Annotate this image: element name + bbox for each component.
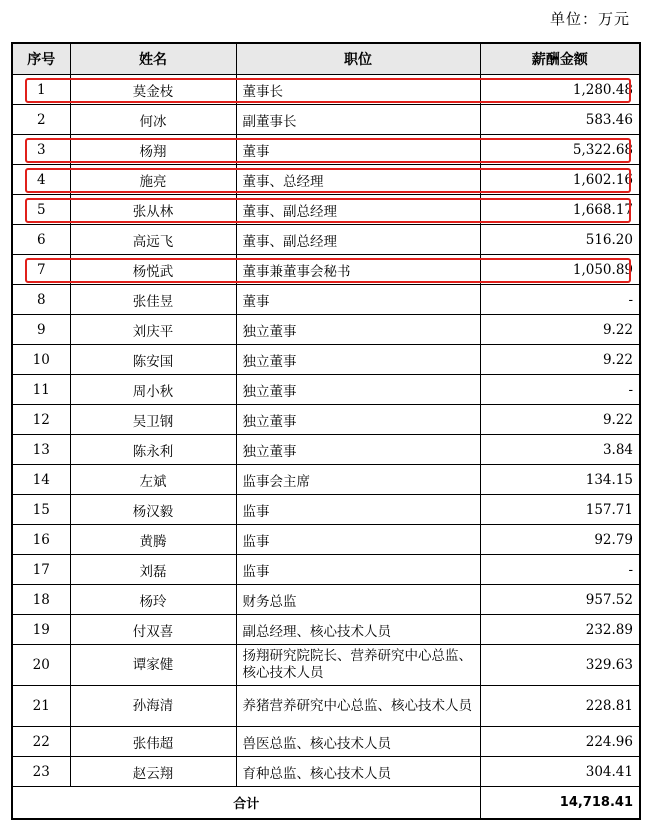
table-header-row bbox=[12, 43, 640, 75]
row-name: 左斌 bbox=[70, 465, 236, 495]
row-no: 16 bbox=[12, 525, 70, 555]
header-name: 姓名 bbox=[70, 43, 236, 75]
row-no: 21 bbox=[12, 686, 70, 727]
row-position: 董事、副总经理 bbox=[236, 195, 480, 225]
row-amount: 329.63 bbox=[480, 645, 640, 686]
row-position: 财务总监 bbox=[236, 585, 480, 615]
table-row bbox=[12, 135, 640, 165]
table-row bbox=[12, 615, 640, 645]
row-position: 养猪营养研究中心总监、核心技术人员 bbox=[236, 686, 480, 727]
row-amount: 9.22 bbox=[480, 345, 640, 375]
table-row bbox=[12, 686, 640, 727]
row-no: 15 bbox=[12, 495, 70, 525]
total-row bbox=[12, 787, 640, 820]
row-amount: 9.22 bbox=[480, 315, 640, 345]
row-no: 8 bbox=[12, 285, 70, 315]
total-amount: 14,718.41 bbox=[480, 787, 640, 820]
table-row bbox=[12, 525, 640, 555]
row-position: 董事、副总经理 bbox=[236, 225, 480, 255]
table-row bbox=[12, 495, 640, 525]
row-amount: 1,602.16 bbox=[480, 165, 640, 195]
row-no: 9 bbox=[12, 315, 70, 345]
table-row bbox=[12, 345, 640, 375]
table-row bbox=[12, 195, 640, 225]
row-name: 施亮 bbox=[70, 165, 236, 195]
table-row bbox=[12, 255, 640, 285]
table-row bbox=[12, 75, 640, 105]
row-amount: 1,280.48 bbox=[480, 75, 640, 105]
row-no: 17 bbox=[12, 555, 70, 585]
row-position: 独立董事 bbox=[236, 315, 480, 345]
row-amount: 516.20 bbox=[480, 225, 640, 255]
row-name: 付双喜 bbox=[70, 615, 236, 645]
row-position: 独立董事 bbox=[236, 435, 480, 465]
table-row bbox=[12, 585, 640, 615]
row-amount: 232.89 bbox=[480, 615, 640, 645]
table-row bbox=[12, 375, 640, 405]
table-row bbox=[12, 727, 640, 757]
row-position: 监事 bbox=[236, 555, 480, 585]
row-amount: 957.52 bbox=[480, 585, 640, 615]
row-position: 董事 bbox=[236, 285, 480, 315]
row-amount: 134.15 bbox=[480, 465, 640, 495]
row-no: 14 bbox=[12, 465, 70, 495]
table-row bbox=[12, 645, 640, 686]
row-position: 监事 bbox=[236, 525, 480, 555]
row-name: 刘磊 bbox=[70, 555, 236, 585]
row-name: 杨玲 bbox=[70, 585, 236, 615]
row-position: 董事 bbox=[236, 135, 480, 165]
row-position: 副总经理、核心技术人员 bbox=[236, 615, 480, 645]
table-row bbox=[12, 225, 640, 255]
row-position: 独立董事 bbox=[236, 375, 480, 405]
row-position: 董事、总经理 bbox=[236, 165, 480, 195]
row-position: 兽医总监、核心技术人员 bbox=[236, 727, 480, 757]
row-name: 莫金枝 bbox=[70, 75, 236, 105]
row-amount: 157.71 bbox=[480, 495, 640, 525]
row-name: 杨悦武 bbox=[70, 255, 236, 285]
row-position: 监事会主席 bbox=[236, 465, 480, 495]
row-no: 6 bbox=[12, 225, 70, 255]
row-amount: 1,668.17 bbox=[480, 195, 640, 225]
row-name: 赵云翔 bbox=[70, 757, 236, 787]
table-row bbox=[12, 405, 640, 435]
header-position: 职位 bbox=[236, 43, 480, 75]
row-position: 董事兼董事会秘书 bbox=[236, 255, 480, 285]
table-row bbox=[12, 435, 640, 465]
row-no: 7 bbox=[12, 255, 70, 285]
row-amount: 5,322.68 bbox=[480, 135, 640, 165]
row-name: 孙海清 bbox=[70, 686, 236, 727]
row-amount: 583.46 bbox=[480, 105, 640, 135]
row-name: 周小秋 bbox=[70, 375, 236, 405]
table-row bbox=[12, 315, 640, 345]
row-no: 13 bbox=[12, 435, 70, 465]
table-row bbox=[12, 465, 640, 495]
row-amount: 92.79 bbox=[480, 525, 640, 555]
row-amount: - bbox=[480, 285, 640, 315]
row-name: 吴卫钢 bbox=[70, 405, 236, 435]
row-no: 5 bbox=[12, 195, 70, 225]
row-name: 张佳昱 bbox=[70, 285, 236, 315]
row-no: 19 bbox=[12, 615, 70, 645]
row-no: 20 bbox=[12, 645, 70, 686]
row-amount: 3.84 bbox=[480, 435, 640, 465]
row-name: 谭家健 bbox=[70, 645, 236, 686]
row-position: 监事 bbox=[236, 495, 480, 525]
table-row bbox=[12, 757, 640, 787]
row-name: 杨汉毅 bbox=[70, 495, 236, 525]
row-name: 杨翔 bbox=[70, 135, 236, 165]
row-amount: 228.81 bbox=[480, 686, 640, 727]
row-no: 12 bbox=[12, 405, 70, 435]
row-amount: 224.96 bbox=[480, 727, 640, 757]
row-no: 4 bbox=[12, 165, 70, 195]
compensation-table bbox=[11, 42, 641, 820]
row-position: 董事长 bbox=[236, 75, 480, 105]
table-row bbox=[12, 555, 640, 585]
row-no: 2 bbox=[12, 105, 70, 135]
row-name: 张伟超 bbox=[70, 727, 236, 757]
row-amount: - bbox=[480, 375, 640, 405]
row-name: 刘庆平 bbox=[70, 315, 236, 345]
row-no: 18 bbox=[12, 585, 70, 615]
row-name: 黄腾 bbox=[70, 525, 236, 555]
header-amount: 薪酬金额 bbox=[480, 43, 640, 75]
unit-label: 单位：万元 bbox=[549, 10, 630, 28]
row-name: 张从林 bbox=[70, 195, 236, 225]
row-position: 扬翔研究院院长、营养研究中心总监、核心技术人员 bbox=[236, 645, 480, 686]
header-no: 序号 bbox=[12, 43, 70, 75]
row-no: 22 bbox=[12, 727, 70, 757]
row-amount: 9.22 bbox=[480, 405, 640, 435]
row-position: 副董事长 bbox=[236, 105, 480, 135]
row-position: 育种总监、核心技术人员 bbox=[236, 757, 480, 787]
row-amount: 304.41 bbox=[480, 757, 640, 787]
row-name: 高远飞 bbox=[70, 225, 236, 255]
table-row bbox=[12, 105, 640, 135]
row-no: 1 bbox=[12, 75, 70, 105]
table-row bbox=[12, 285, 640, 315]
row-position: 独立董事 bbox=[236, 345, 480, 375]
row-no: 10 bbox=[12, 345, 70, 375]
row-name: 陈永利 bbox=[70, 435, 236, 465]
row-amount: - bbox=[480, 555, 640, 585]
table-row bbox=[12, 165, 640, 195]
row-no: 11 bbox=[12, 375, 70, 405]
row-name: 何冰 bbox=[70, 105, 236, 135]
row-no: 23 bbox=[12, 757, 70, 787]
row-position: 独立董事 bbox=[236, 405, 480, 435]
row-no: 3 bbox=[12, 135, 70, 165]
table-body bbox=[12, 75, 640, 820]
total-label: 合计 bbox=[12, 787, 480, 820]
row-amount: 1,050.89 bbox=[480, 255, 640, 285]
row-name: 陈安国 bbox=[70, 345, 236, 375]
